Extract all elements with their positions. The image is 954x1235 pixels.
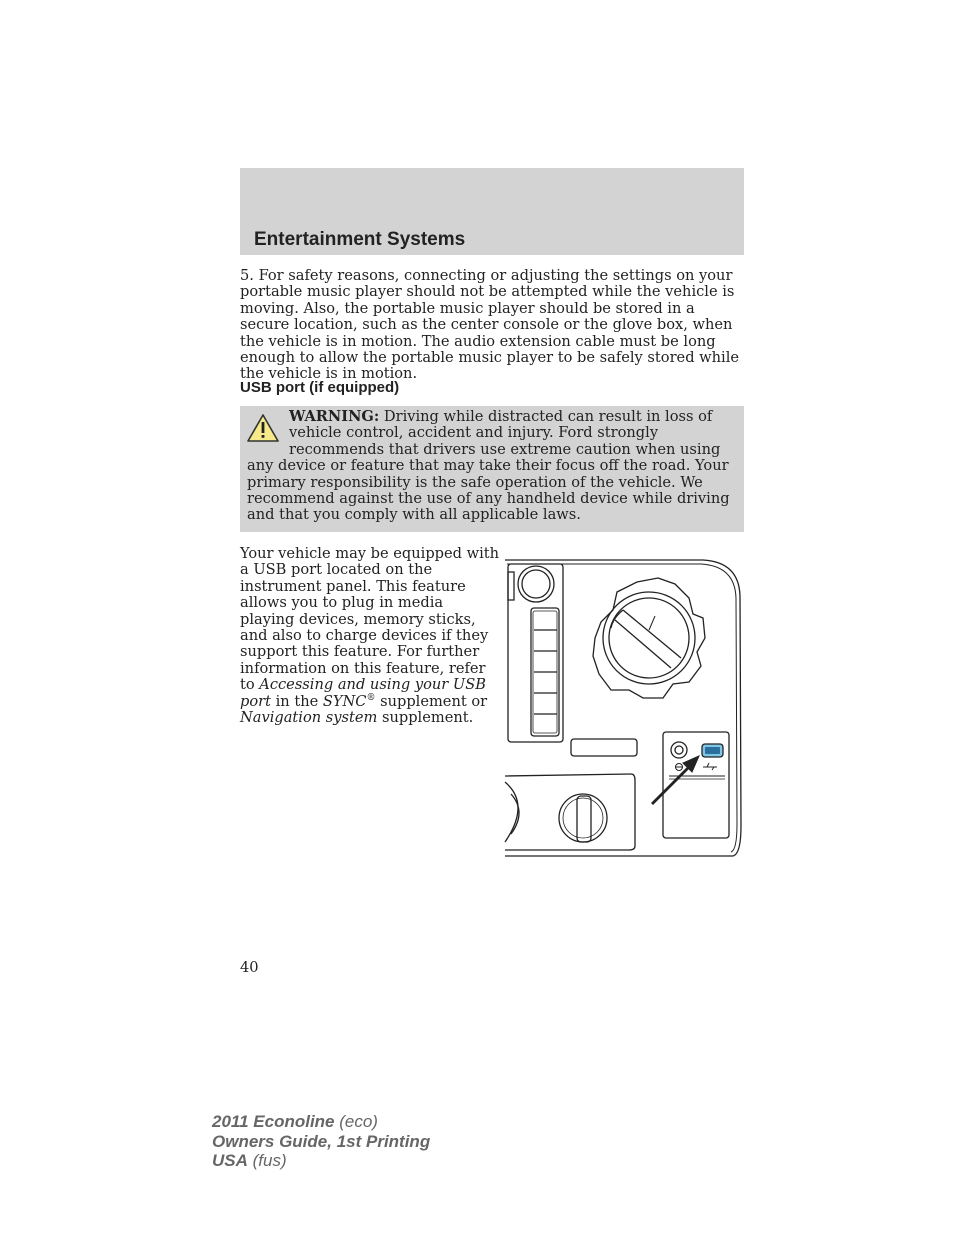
usb-port-illustration — [503, 556, 745, 858]
usb-link-text: Accessing and using your USB port — [240, 676, 486, 710]
footer-line-2: Owners Guide, 1st Printing — [212, 1131, 431, 1151]
navigation-text: Navigation system — [240, 709, 378, 727]
safety-paragraph: 5. For safety reasons, connecting or adjusting the settings on your portable music player should not be attempted while the vehicle is moving. Also, the portable music player should be stored in a secure location, such as the center console or the glove box, when the vehicle is in motion. The audio extension cable must be long enough to allow the portable music player to be safely stored while the vehicle is in motion. — [240, 267, 740, 383]
usb-text-3: supplement or — [375, 692, 488, 710]
section-header-band — [240, 168, 744, 255]
warning-body: Driving while distracted can result in loss of vehicle control, accident and injury. Ford strongly recommends that drivers use extreme caution when using any device or feature that may take their focus off the road. Your primary responsibility is the safe operation of the vehicle. We recommend against the use of any handheld device while driving and that you comply with all applicable laws. — [247, 408, 730, 524]
page-number: 40 — [240, 959, 259, 976]
usb-description — [240, 546, 502, 726]
usb-text-1: Your vehicle may be equipped with a USB port located on the instrument panel. This feature allows you to plug in media playing devices, memory sticks, and also to charge devices if they support this feature. For further information on this feature, refer to — [240, 545, 500, 694]
warning-text — [247, 409, 739, 524]
section-title: Entertainment Systems — [254, 229, 466, 250]
usb-text-2: in the — [270, 692, 323, 710]
footer-line-3: USA (fus) — [212, 1151, 287, 1170]
usb-text-4: supplement. — [377, 709, 474, 727]
usb-port-heading: USB port (if equipped) — [240, 379, 400, 396]
warning-box — [240, 406, 744, 532]
sync-text: SYNC — [322, 692, 367, 710]
footer-line-1: 2011 Econoline (eco) — [212, 1112, 378, 1131]
registered-mark: ® — [366, 692, 376, 703]
footer — [212, 1112, 430, 1171]
warning-label: WARNING: — [289, 408, 380, 425]
